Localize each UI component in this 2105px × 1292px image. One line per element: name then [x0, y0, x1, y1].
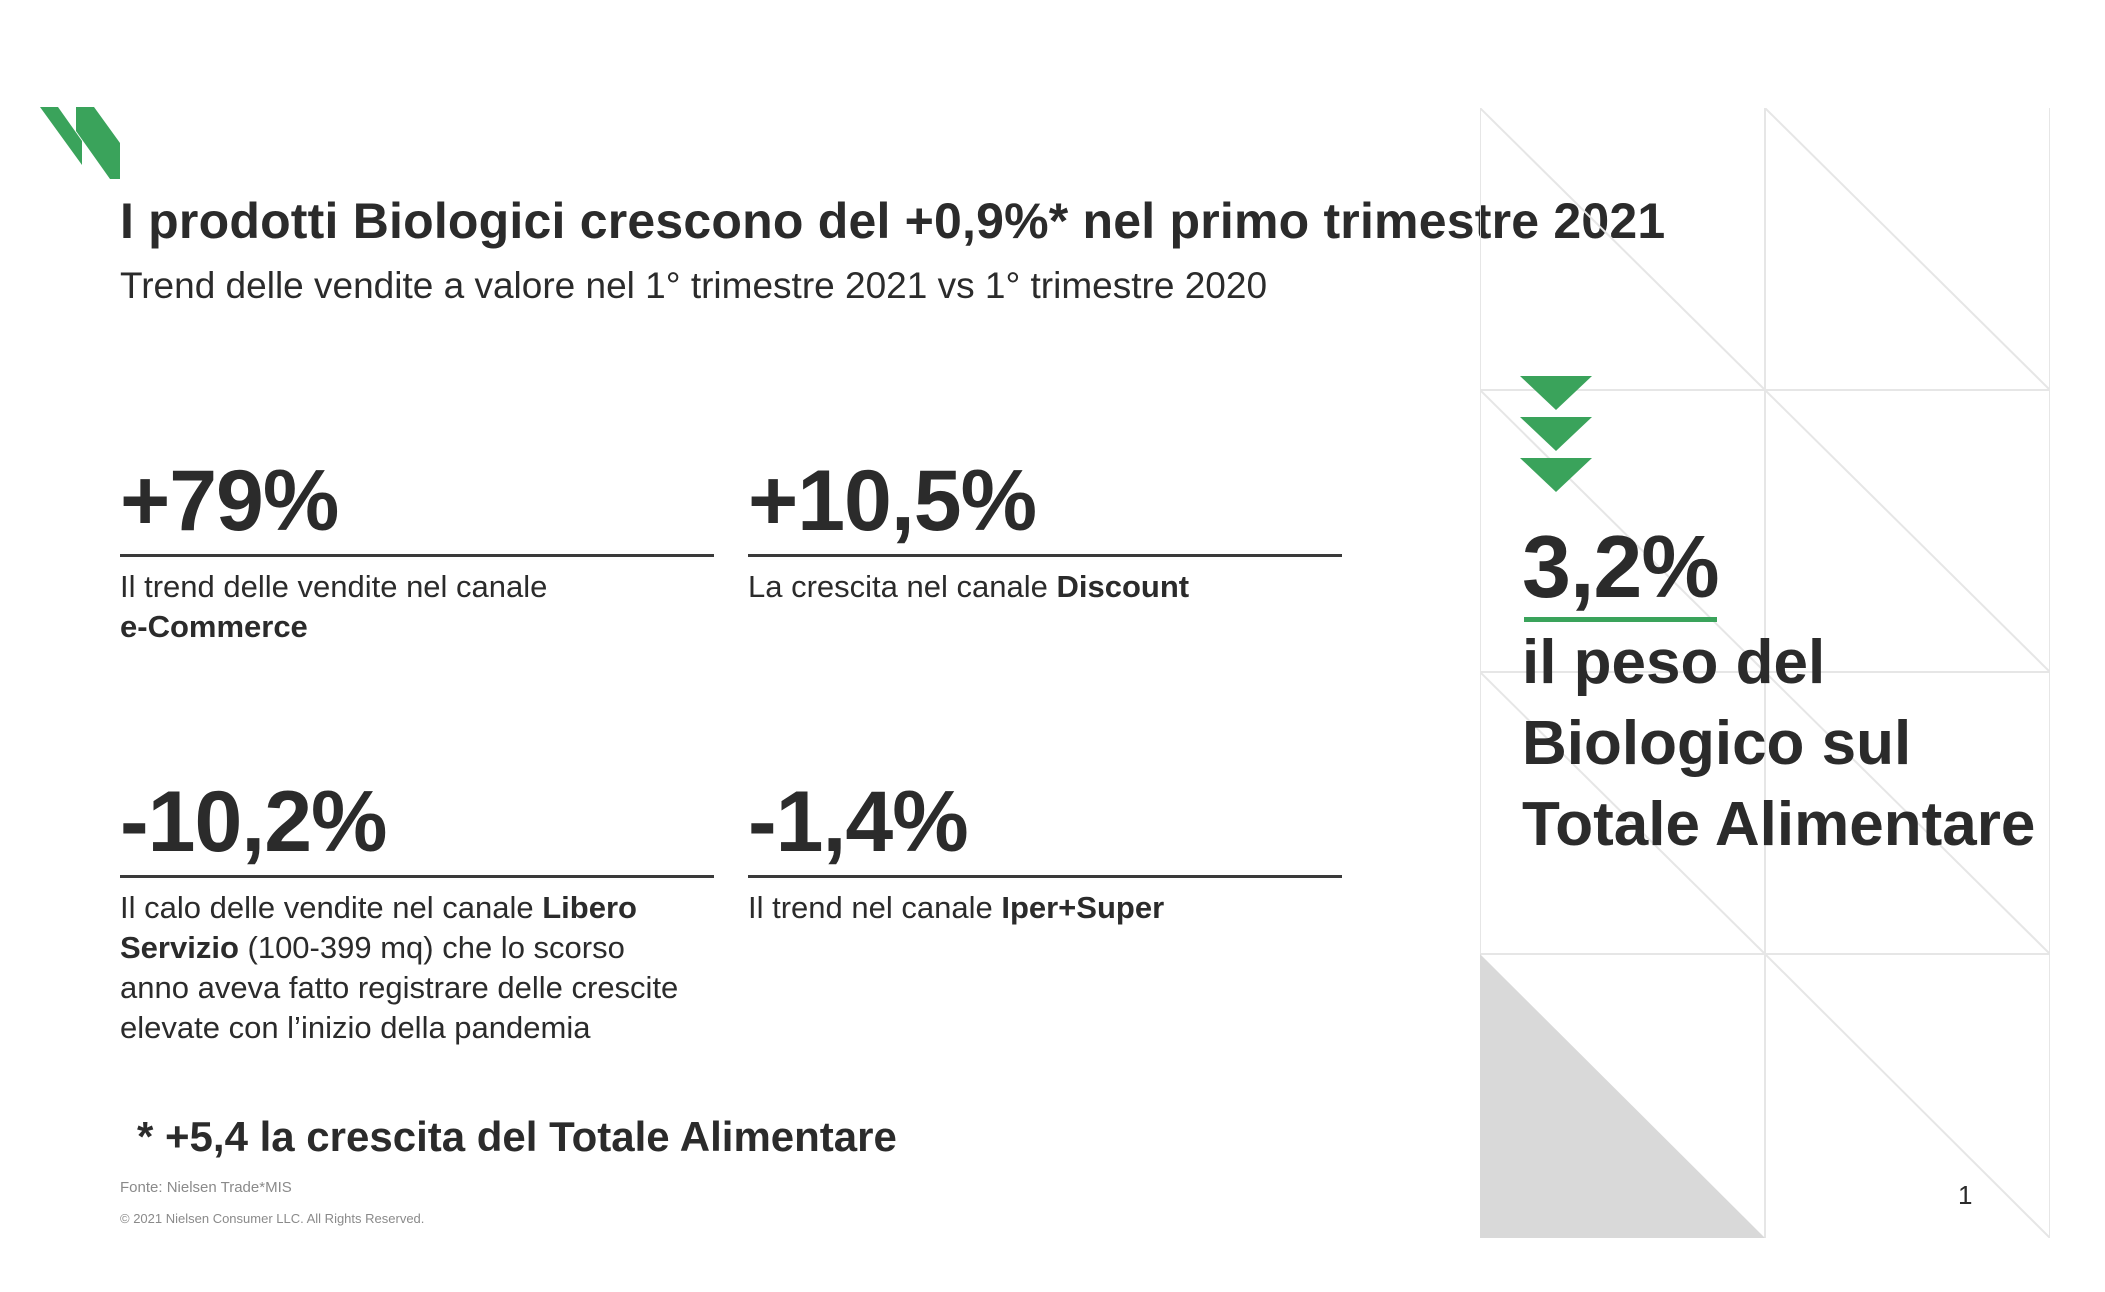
stat-discount	[748, 453, 1342, 607]
stat-value: -1,4%	[748, 774, 968, 870]
stat-libero-servizio	[120, 774, 714, 1048]
page-title: I prodotti Biologici crescono del +0,9%* nel primo trimestre 2021	[120, 193, 1666, 249]
stat-value: +79%	[120, 453, 339, 549]
stat-description: Il trend nel canale Iper+Super	[748, 890, 1165, 925]
stat-description: Il trend delle vendite nel canale e-Commerce	[120, 569, 548, 644]
divider	[120, 554, 714, 557]
stat-ecommerce	[120, 453, 714, 647]
copyright-note: © 2021 Nielsen Consumer LLC. All Rights Reserved.	[120, 1211, 425, 1226]
chevron-down-icon	[1520, 376, 1592, 496]
stat-iper-super	[748, 774, 1342, 928]
divider	[748, 554, 1342, 557]
panel-description: il peso del Biologico sul Totale Alimentare	[1522, 628, 2036, 859]
stat-description: La crescita nel canale Discount	[748, 569, 1190, 604]
stat-value: +10,5%	[748, 453, 1037, 549]
divider	[748, 875, 1342, 878]
page-number: 1	[1958, 1180, 1973, 1210]
stat-description: Il calo delle vendite nel canale Libero Servizio (100-399 mq) che lo scorso anno aveva fatto registrare delle crescite elevate con l’inizio della pandemia	[120, 890, 679, 1045]
panel-value: 3,2%	[1522, 517, 1719, 616]
brand-logo-icon	[40, 107, 122, 179]
source-note: Fonte: Nielsen Trade*MIS	[120, 1179, 292, 1196]
footnote: * +5,4 la crescita del Totale Alimentare	[137, 1113, 897, 1160]
page-subtitle: Trend delle vendite a valore nel 1° trimestre 2021 vs 1° trimestre 2020	[120, 265, 1268, 306]
divider	[120, 875, 714, 878]
stat-value: -10,2%	[120, 774, 387, 870]
